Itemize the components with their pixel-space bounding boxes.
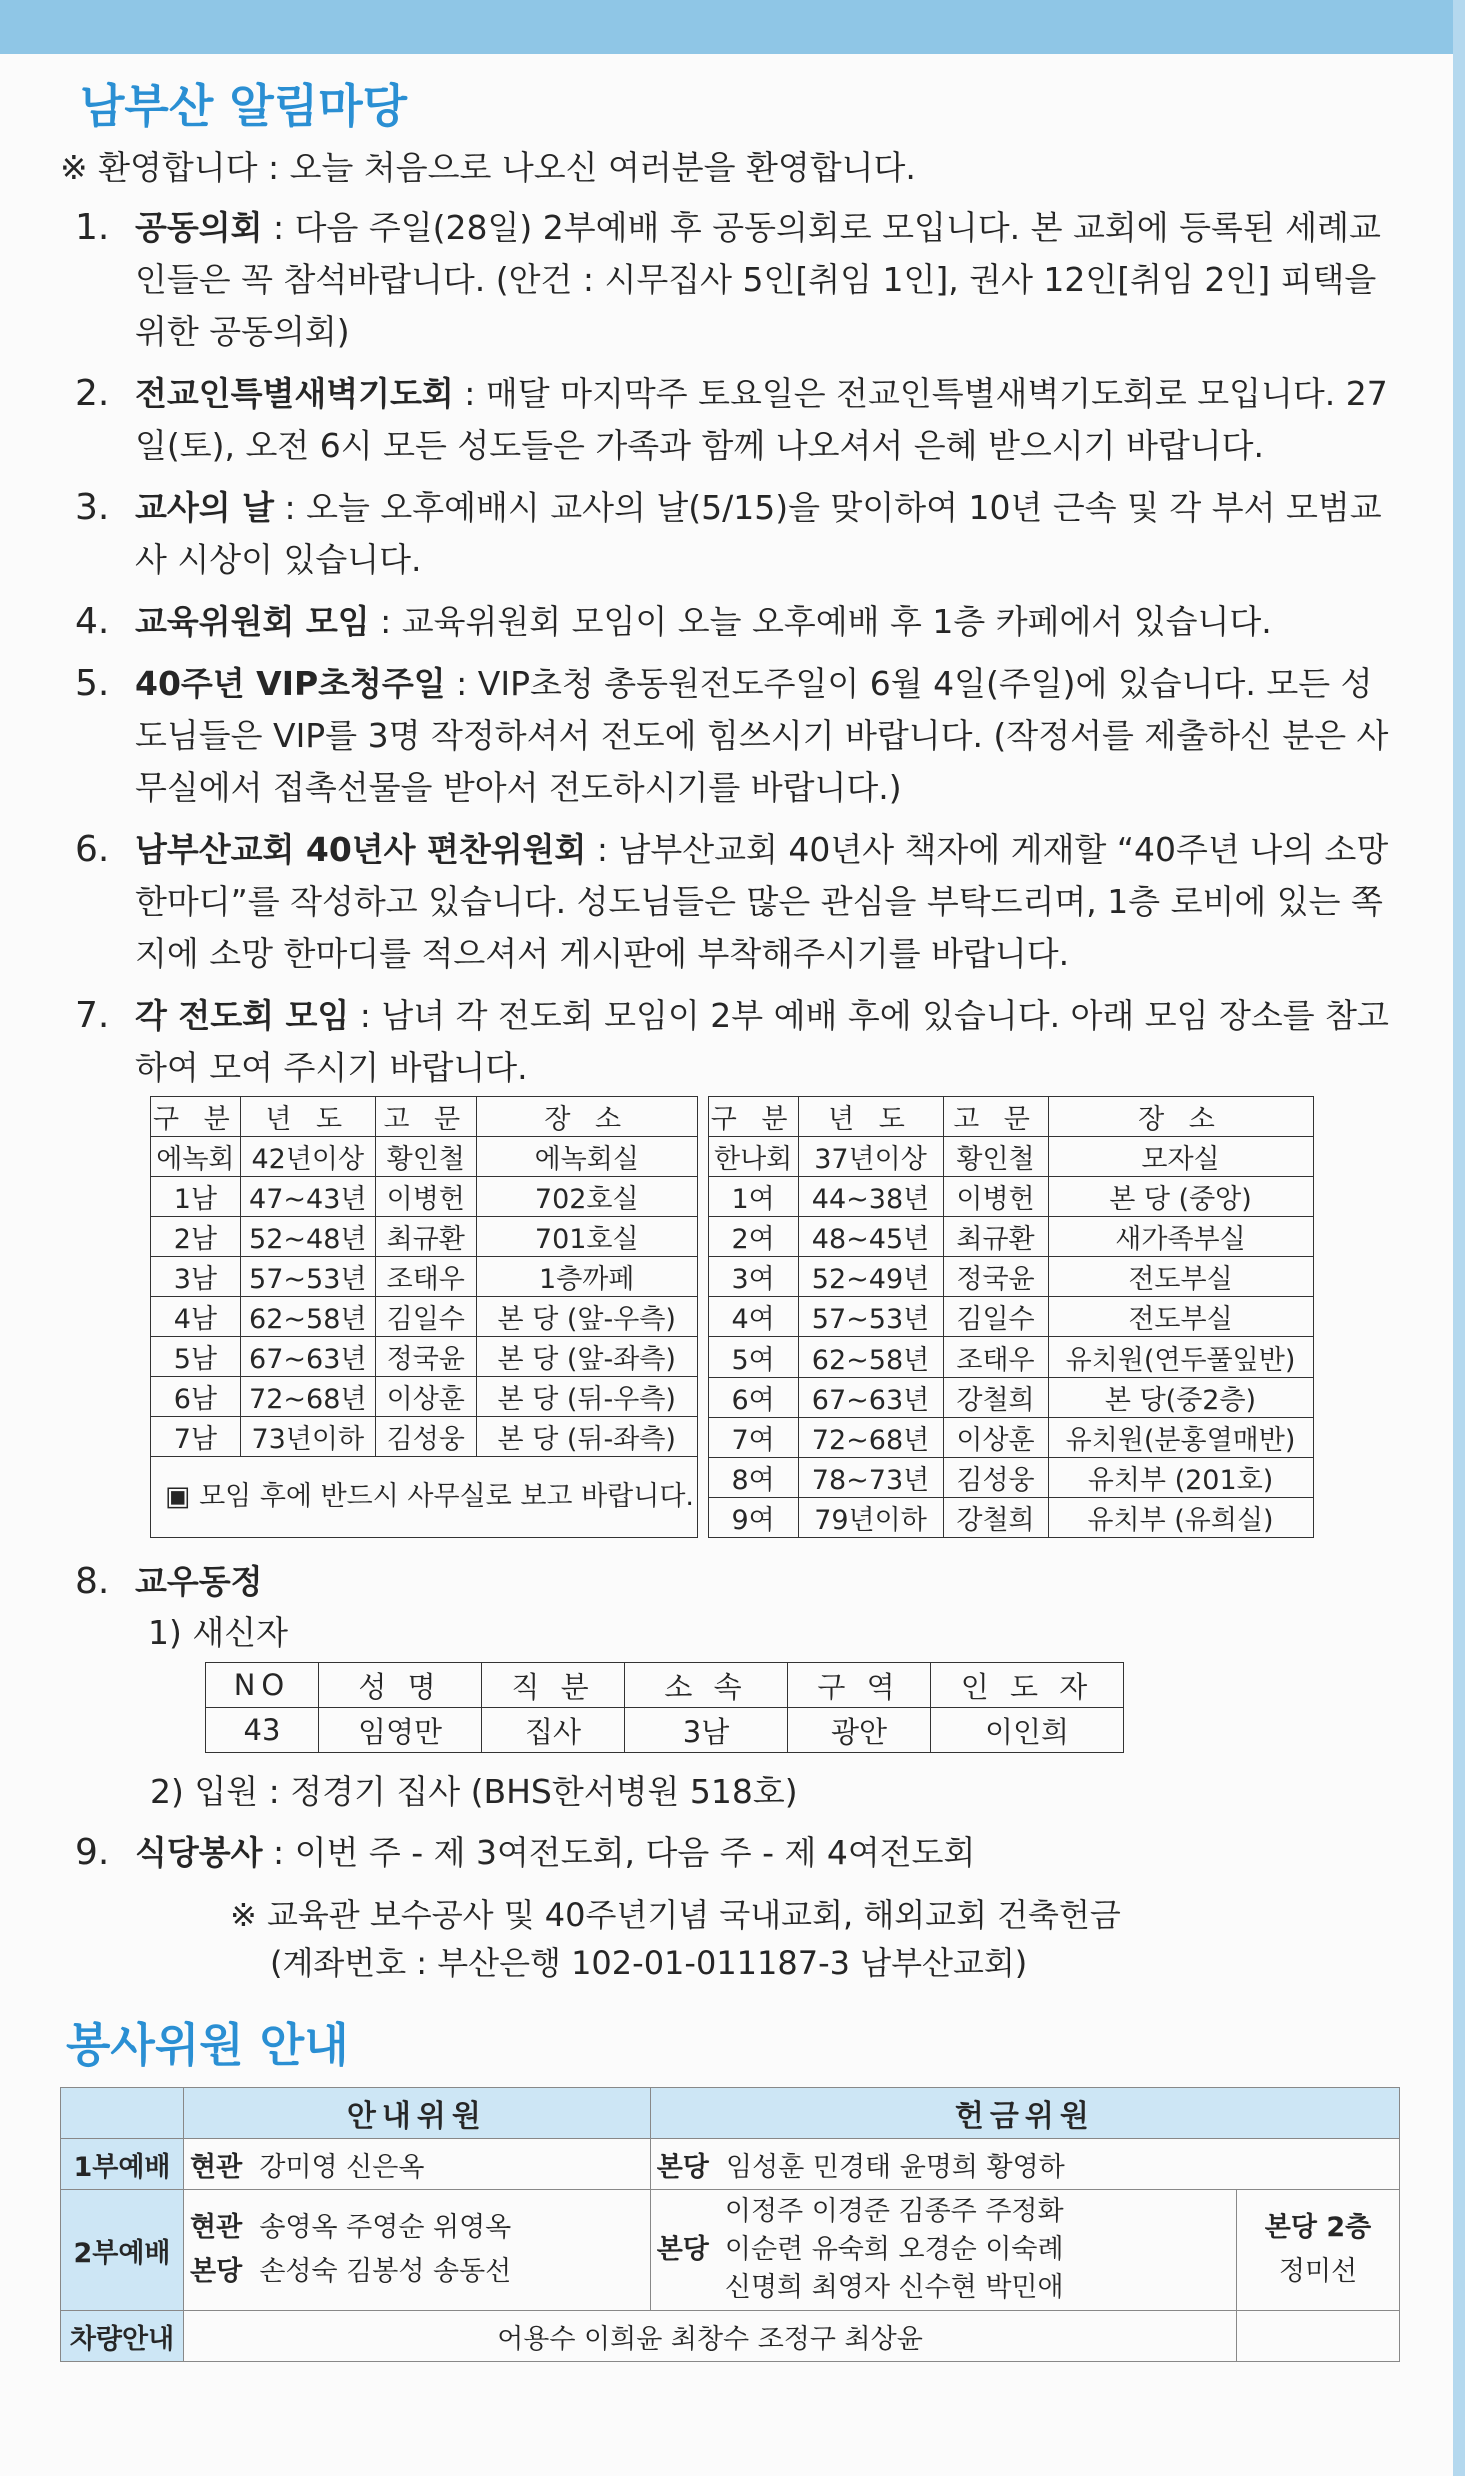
table-cell: 최규환 — [943, 1217, 1048, 1257]
table-cell: 6남 — [151, 1377, 241, 1417]
offering-header: 헌금위원 — [650, 2088, 1399, 2139]
notice-item-9 — [60, 1827, 1405, 1879]
table-cell: 67~63년 — [240, 1337, 375, 1377]
newbie-table — [205, 1662, 1124, 1753]
usher-cell — [184, 2139, 651, 2190]
cell-label: 현관 — [190, 2212, 243, 2243]
notice-title: 교육위원회 모임 — [135, 602, 370, 641]
table-cell: 1여 — [708, 1177, 798, 1217]
table-row — [151, 1297, 698, 1337]
table-cell: 본 당 (중앙) — [1048, 1177, 1313, 1217]
vehicle-cell: 어용수 이희윤 최창수 조정구 최상윤 — [184, 2311, 1237, 2362]
table-cell: 임영만 — [319, 1708, 482, 1753]
table-header: 고 문 — [375, 1097, 476, 1137]
notice-title: 전교인특별새벽기도회 — [135, 374, 454, 413]
table-cell: 본 당(중2층) — [1048, 1377, 1313, 1417]
table-cell: 57~53년 — [798, 1297, 943, 1337]
cell-label: 본당 — [656, 2234, 709, 2265]
notice-text: : 교육위원회 모임이 오늘 오후예배 후 1층 카페에서 있습니다. — [369, 602, 1272, 641]
table-cell: 황인철 — [943, 1137, 1048, 1177]
table-header: 고 문 — [943, 1097, 1048, 1137]
table-cell: 48~45년 — [798, 1217, 943, 1257]
table-row — [151, 1337, 698, 1377]
table-cell: 2남 — [151, 1217, 241, 1257]
service-table — [60, 2087, 1400, 2362]
notice-number: 9. — [75, 1832, 110, 1873]
table-cell: 전도부실 — [1048, 1297, 1313, 1337]
table-cell: 47~43년 — [240, 1177, 375, 1217]
table-header: 성 명 — [319, 1663, 482, 1708]
cell-label: 현관 — [190, 2151, 243, 2183]
table-row — [206, 1708, 1124, 1753]
notice-title: 식당봉사 — [135, 1833, 263, 1872]
report-note: ▣ 모임 후에 반드시 사무실로 보고 바랍니다. — [151, 1457, 698, 1538]
names: 이정주 이경준 김종주 주정화 — [724, 2196, 1064, 2227]
notice-text: : 오늘 오후예배시 교사의 날(5/15)을 맞이하여 10년 근속 및 각 부서 모범교사 시상이 있습니다. — [135, 488, 1382, 579]
notice-title: 교우동정 — [135, 1562, 263, 1601]
table-cell: 이병헌 — [375, 1177, 476, 1217]
newbie-label: 1) 새신자 — [148, 1613, 288, 1652]
table-cell: 7여 — [708, 1417, 798, 1457]
table-cell: 정국윤 — [375, 1337, 476, 1377]
table-cell: 이상훈 — [375, 1377, 476, 1417]
notice-number: 2. — [75, 373, 110, 414]
table-cell: 5남 — [151, 1337, 241, 1377]
table-cell: 본 당 (앞-좌측) — [476, 1337, 697, 1377]
table-cell: 1남 — [151, 1177, 241, 1217]
table-cell: 3남 — [151, 1257, 241, 1297]
table-row — [708, 1217, 1313, 1257]
usher-cell — [184, 2190, 651, 2311]
table-row — [708, 1177, 1313, 1217]
table-cell: 702호실 — [476, 1177, 697, 1217]
top-color-band — [0, 0, 1465, 54]
table-cell: 73년이하 — [240, 1417, 375, 1457]
table-cell: 44~38년 — [798, 1177, 943, 1217]
table-header: 장 소 — [476, 1097, 697, 1137]
table-cell: 72~68년 — [798, 1417, 943, 1457]
notice-title: 교사의 날 — [135, 488, 275, 527]
table-cell: 4남 — [151, 1297, 241, 1337]
table-cell: 본 당 (뒤-우측) — [476, 1377, 697, 1417]
table-cell: 67~63년 — [798, 1377, 943, 1417]
bulletin-page — [60, 70, 1405, 2362]
table-cell: 62~58년 — [240, 1297, 375, 1337]
table-cell: 김일수 — [943, 1297, 1048, 1337]
row-label: 차량안내 — [61, 2311, 184, 2362]
notice-item-6 — [60, 824, 1405, 980]
table-cell: 유치원(분홍열매반) — [1048, 1417, 1313, 1457]
extra-cell — [1237, 2190, 1400, 2311]
table-header: 구 분 — [151, 1097, 241, 1137]
table-header: 장 소 — [1048, 1097, 1313, 1137]
table-cell: 37년이상 — [798, 1137, 943, 1177]
table-cell: 새가족부실 — [1048, 1217, 1313, 1257]
table-header: 년 도 — [240, 1097, 375, 1137]
table-cell: 모자실 — [1048, 1137, 1313, 1177]
table-cell: 79년이하 — [798, 1497, 943, 1537]
offering-cell — [650, 2139, 1399, 2190]
table-cell: 최규환 — [375, 1217, 476, 1257]
cell-label: 본당 — [190, 2256, 243, 2287]
table-cell: 62~58년 — [798, 1337, 943, 1377]
notice-number: 5. — [75, 663, 110, 704]
table-row — [708, 1497, 1313, 1537]
notice-list — [60, 202, 1405, 1094]
table-cell: 유치원(연두풀잎반) — [1048, 1337, 1313, 1377]
table-row — [151, 1137, 698, 1177]
service-title: 봉사위원 안내 — [66, 2018, 349, 2072]
corner-cell — [61, 2088, 184, 2139]
table-cell: 3여 — [708, 1257, 798, 1297]
names: 임성훈 민경태 윤명희 황영하 — [726, 2151, 1065, 2183]
table-row — [151, 1217, 698, 1257]
table-cell: 이병헌 — [943, 1177, 1048, 1217]
table-cell: 유치부 (201호) — [1048, 1457, 1313, 1497]
notice-text: : 남부산교회 40년사 책자에 게재할 “40주년 나의 소망 한마디”를 작성하고 있습니다. 성도님들은 많은 관심을 부탁드리며, 1층 로비에 있는 쪽지에 소망 한마디를 적으셔서 게시판에 부착해주시기를 바랍니다. — [135, 830, 1389, 973]
notice-title: 남부산교회 40년사 편찬위원회 — [135, 830, 587, 869]
table-header: 인 도 자 — [931, 1663, 1124, 1708]
table-cell: 본 당 (앞-우측) — [476, 1297, 697, 1337]
table-cell: 701호실 — [476, 1217, 697, 1257]
notice-item-7 — [60, 990, 1405, 1094]
notice-item-4 — [60, 596, 1405, 648]
table-cell: 52~49년 — [798, 1257, 943, 1297]
table-row — [708, 1377, 1313, 1417]
table-header: 소 속 — [625, 1663, 788, 1708]
table-cell: 한나회 — [708, 1137, 798, 1177]
table-header: NO — [206, 1663, 319, 1708]
table-cell: 8여 — [708, 1457, 798, 1497]
page-title: 남부산 알림마당 — [80, 79, 408, 133]
table-row — [151, 1417, 698, 1457]
table-cell: 9여 — [708, 1497, 798, 1537]
names: 신명희 최영자 신수현 박민애 — [724, 2272, 1064, 2303]
table-cell: 43 — [206, 1708, 319, 1753]
names: 송영옥 주영순 위영옥 — [259, 2212, 512, 2243]
table-row — [708, 1457, 1313, 1497]
notice-text: : 매달 마지막주 토요일은 전교인특별새벽기도회로 모입니다. 27일(토), 오전 6시 모든 성도들은 가족과 함께 나오셔서 은혜 받으시기 바랍니다. — [135, 374, 1388, 465]
names: 손성숙 김봉성 송동선 — [259, 2256, 512, 2287]
notice-number: 8. — [75, 1561, 110, 1602]
table-cell: 3남 — [625, 1708, 788, 1753]
table-cell: 황인철 — [375, 1137, 476, 1177]
usher-header: 안내위원 — [184, 2088, 651, 2139]
notice-title: 40주년 VIP초청주일 — [135, 664, 446, 703]
names: 강미영 신은옥 — [259, 2151, 425, 2183]
table-cell: 조태우 — [375, 1257, 476, 1297]
table-header: 구 역 — [788, 1663, 931, 1708]
table-cell: 72~68년 — [240, 1377, 375, 1417]
names: 정미선 — [1278, 2256, 1358, 2287]
donation-note — [230, 1891, 1405, 1987]
notice-text: : VIP초청 총동원전도주일이 6월 4일(주일)에 있습니다. 모든 성도님들은 VIP를 3명 작정하셔서 전도에 힘쓰시기 바랍니다. (작정서를 제출하신 분은 사무실에서 접촉선물을 받아서 전도하시기를 바랍니다.) — [135, 664, 1389, 807]
table-cell: 에녹회 — [151, 1137, 241, 1177]
table-cell: 광안 — [788, 1708, 931, 1753]
table-cell: 강철희 — [943, 1377, 1048, 1417]
account-line: (계좌번호 : 부산은행 102-01-011187-3 남부산교회) — [270, 1944, 1028, 1982]
notice-number: 4. — [75, 601, 110, 642]
empty-cell — [1237, 2311, 1400, 2362]
table-cell: 7남 — [151, 1417, 241, 1457]
notice-text: : 이번 주 - 제 3여전도회, 다음 주 - 제 4여전도회 — [262, 1833, 976, 1872]
table-cell: 6여 — [708, 1377, 798, 1417]
table-cell: 2여 — [708, 1217, 798, 1257]
table-header: 직 분 — [482, 1663, 625, 1708]
table-cell: 김성웅 — [375, 1417, 476, 1457]
table-cell: 5여 — [708, 1337, 798, 1377]
notice-item-8 — [60, 1556, 1405, 1608]
table-row — [708, 1297, 1313, 1337]
notice-item-1 — [60, 202, 1405, 358]
table-header: 년 도 — [798, 1097, 943, 1137]
notice-item-2 — [60, 368, 1405, 472]
table-row — [151, 1177, 698, 1217]
table-cell: 정국윤 — [943, 1257, 1048, 1297]
table-cell: 전도부실 — [1048, 1257, 1313, 1297]
table-cell: 강철희 — [943, 1497, 1048, 1537]
table-cell: 57~53년 — [240, 1257, 375, 1297]
men-fellowship-table — [150, 1096, 698, 1538]
notice-text: : 남녀 각 전도회 모임이 2부 예배 후에 있습니다. 아래 모임 장소를 참고하여 모여 주시기 바랍니다. — [135, 996, 1389, 1087]
table-cell: 유치부 (유희실) — [1048, 1497, 1313, 1537]
table-cell: 78~73년 — [798, 1457, 943, 1497]
table-cell: 에녹회실 — [476, 1137, 697, 1177]
notice-item-5 — [60, 658, 1405, 814]
table-cell: 조태우 — [943, 1337, 1048, 1377]
hospital-line: 2) 입원 : 정경기 집사 (BHS한서병원 518호) — [150, 1772, 798, 1811]
women-fellowship-table — [708, 1096, 1314, 1538]
table-cell: 김일수 — [375, 1297, 476, 1337]
notice-title: 각 전도회 모임 — [135, 996, 350, 1035]
table-cell: 1층까페 — [476, 1257, 697, 1297]
table-row — [708, 1417, 1313, 1457]
table-cell: 이인희 — [931, 1708, 1124, 1753]
donation-line: ※ 교육관 보수공사 및 40주년기념 국내교회, 해외교회 건축헌금 — [230, 1896, 1121, 1934]
table-cell: 이상훈 — [943, 1417, 1048, 1457]
table-cell: 본 당 (뒤-좌측) — [476, 1417, 697, 1457]
cell-label: 본당 — [656, 2151, 709, 2183]
notice-title: 공동의회 — [135, 208, 263, 247]
table-cell: 집사 — [482, 1708, 625, 1753]
table-row — [708, 1337, 1313, 1377]
offering-cell — [650, 2190, 1236, 2311]
notice-number: 1. — [75, 207, 110, 248]
table-cell: 52~48년 — [240, 1217, 375, 1257]
welcome-line: ※ 환영합니다 : 오늘 처음으로 나오신 여러분을 환영합니다. — [60, 148, 916, 187]
row-label: 2부예배 — [61, 2190, 184, 2311]
table-row — [151, 1257, 698, 1297]
notice-number: 6. — [75, 829, 110, 870]
notice-number: 3. — [75, 487, 110, 528]
notice-text: : 다음 주일(28일) 2부예배 후 공동의회로 모입니다. 본 교회에 등록된 세례교인들은 꼭 참석바랍니다. (안건 : 시무집사 5인[취임 1인], 권사 12인[취임 2인] 피택을 위한 공동의회) — [135, 208, 1381, 351]
names: 이순련 유숙희 오경순 이숙례 — [724, 2234, 1064, 2265]
cell-label: 본당 2층 — [1264, 2212, 1372, 2243]
table-header: 구 분 — [708, 1097, 798, 1137]
notice-item-3 — [60, 482, 1405, 586]
table-cell: 4여 — [708, 1297, 798, 1337]
notice-number: 7. — [75, 995, 110, 1036]
table-row — [708, 1137, 1313, 1177]
table-row — [708, 1257, 1313, 1297]
fellowship-tables — [150, 1096, 1405, 1538]
table-cell: 42년이상 — [240, 1137, 375, 1177]
row-label: 1부예배 — [61, 2139, 184, 2190]
table-cell: 김성웅 — [943, 1457, 1048, 1497]
right-color-band — [1453, 0, 1465, 2476]
table-row — [151, 1377, 698, 1417]
